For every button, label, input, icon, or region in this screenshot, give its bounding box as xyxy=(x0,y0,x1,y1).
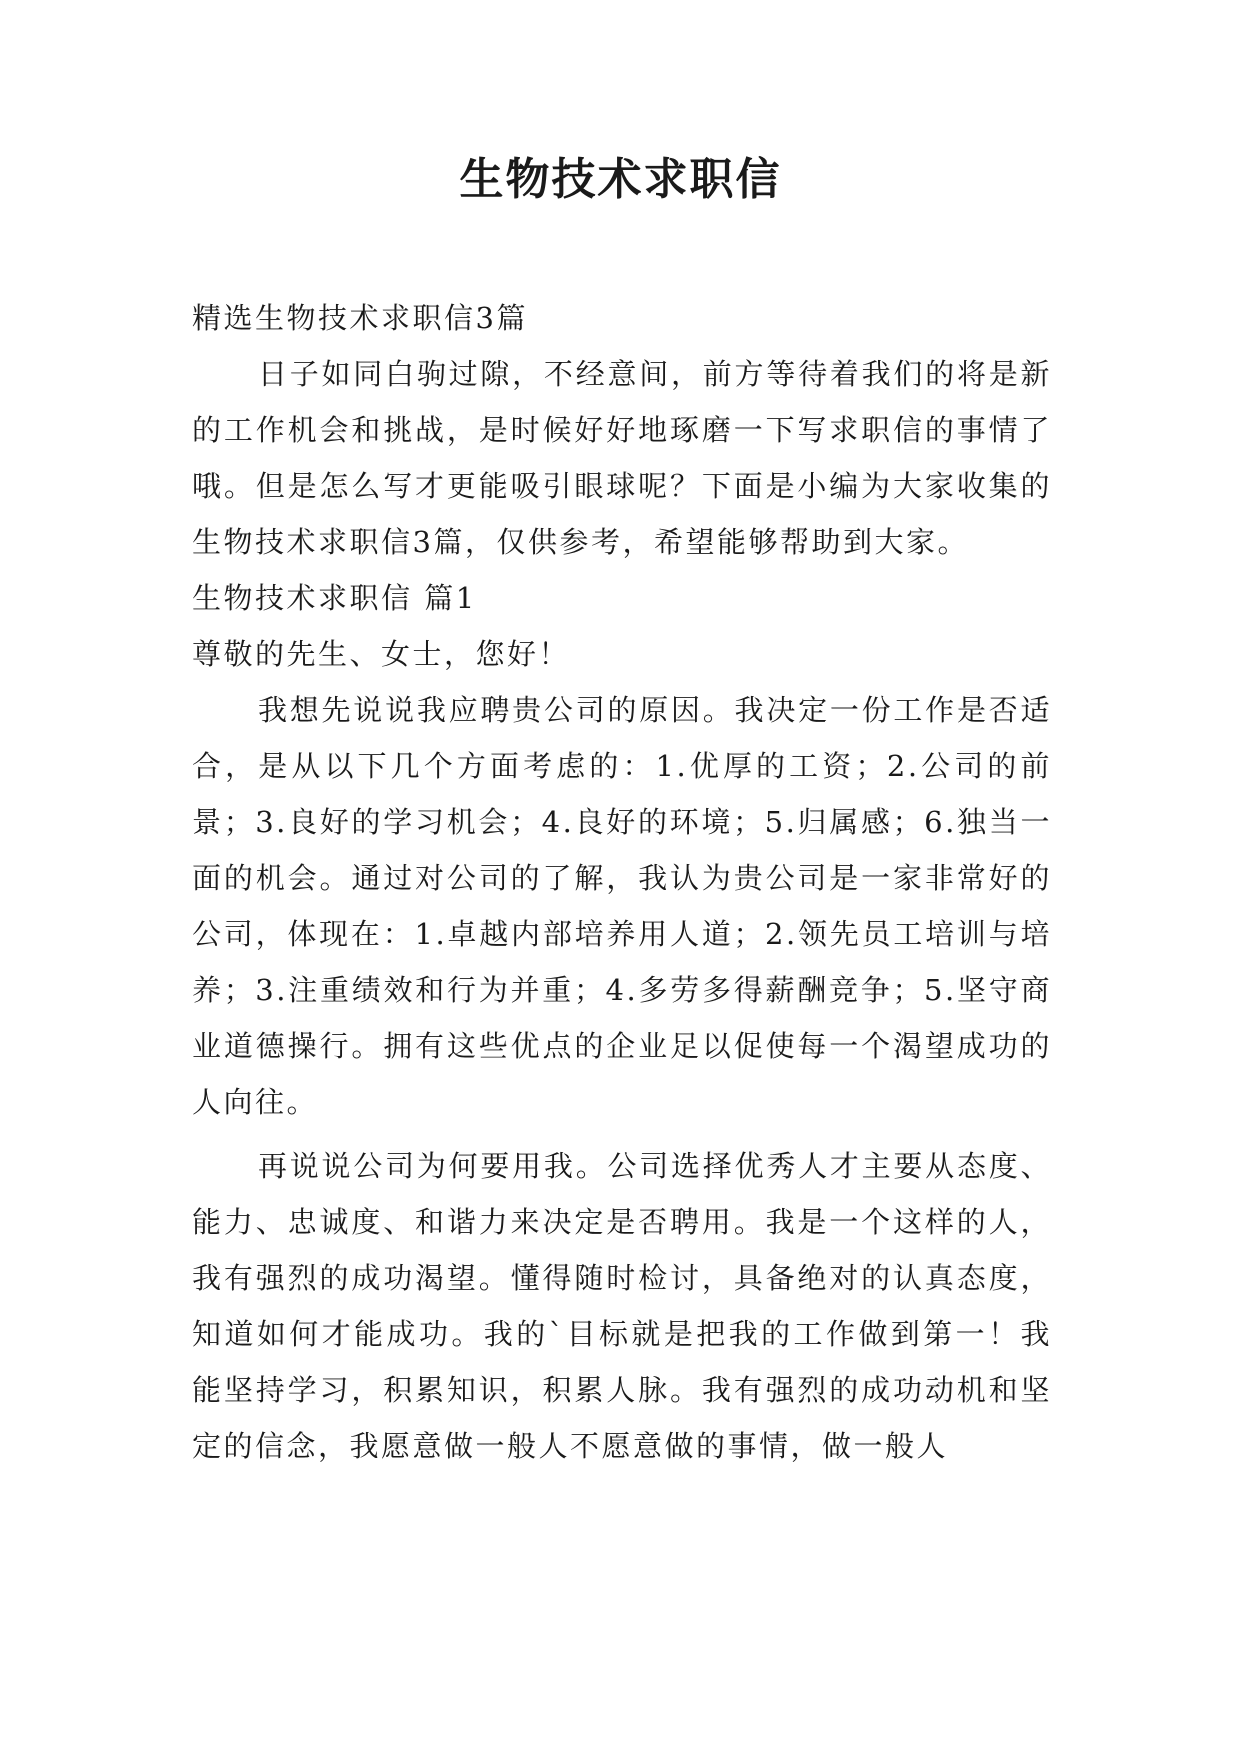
document-subtitle: 精选生物技术求职信3篇 xyxy=(192,301,528,335)
section-heading: 生物技术求职信 篇1 xyxy=(192,581,477,615)
intro-paragraph: 日子如同白驹过隙，不经意间，前方等待着我们的将是新的工作机会和挑战，是时候好好地琢磨一下写求职信的事情了哦。但是怎么写才更能吸引眼球呢？下面是小编为大家收集的生物技术求职信3篇，仅供参考，希望能够帮助到大家。 xyxy=(192,357,1052,559)
body-paragraph-2: 再说说公司为何要用我。公司选择优秀人才主要从态度、能力、忠诚度、和谐力来决定是否聘用。我是一个这样的人，我有强烈的成功渴望。懂得随时检讨，具备绝对的认真态度，知道如何才能成功。我的`目标就是把我的工作做到第一！我能坚持学习，积累知识，积累人脉。我有强烈的成功动机和坚定的信念，我愿意做一般人不愿意做的事情，做一般人 xyxy=(192,1149,1052,1463)
salutation: 尊敬的先生、女士，您好！ xyxy=(192,637,571,671)
document-title: 生物技术求职信 xyxy=(459,154,782,205)
body-paragraph-1: 我想先说说我应聘贵公司的原因。我决定一份工作是否适合，是从以下几个方面考虑的：1.优厚的工资；2.公司的前景；3.良好的学习机会；4.良好的环境；5.归属感；6.独当一面的机会。通过对公司的了解，我认为贵公司是一家非常好的公司，体现在：1.卓越内部培养用人道；2.领先员工培训与培养；3.注重绩效和行为并重；4.多劳多得薪酬竞争；5.坚守商业道德操行。拥有这些优点的企业足以促使每一个渴望成功的人向往。 xyxy=(192,693,1052,1119)
document-body xyxy=(192,290,1052,1474)
